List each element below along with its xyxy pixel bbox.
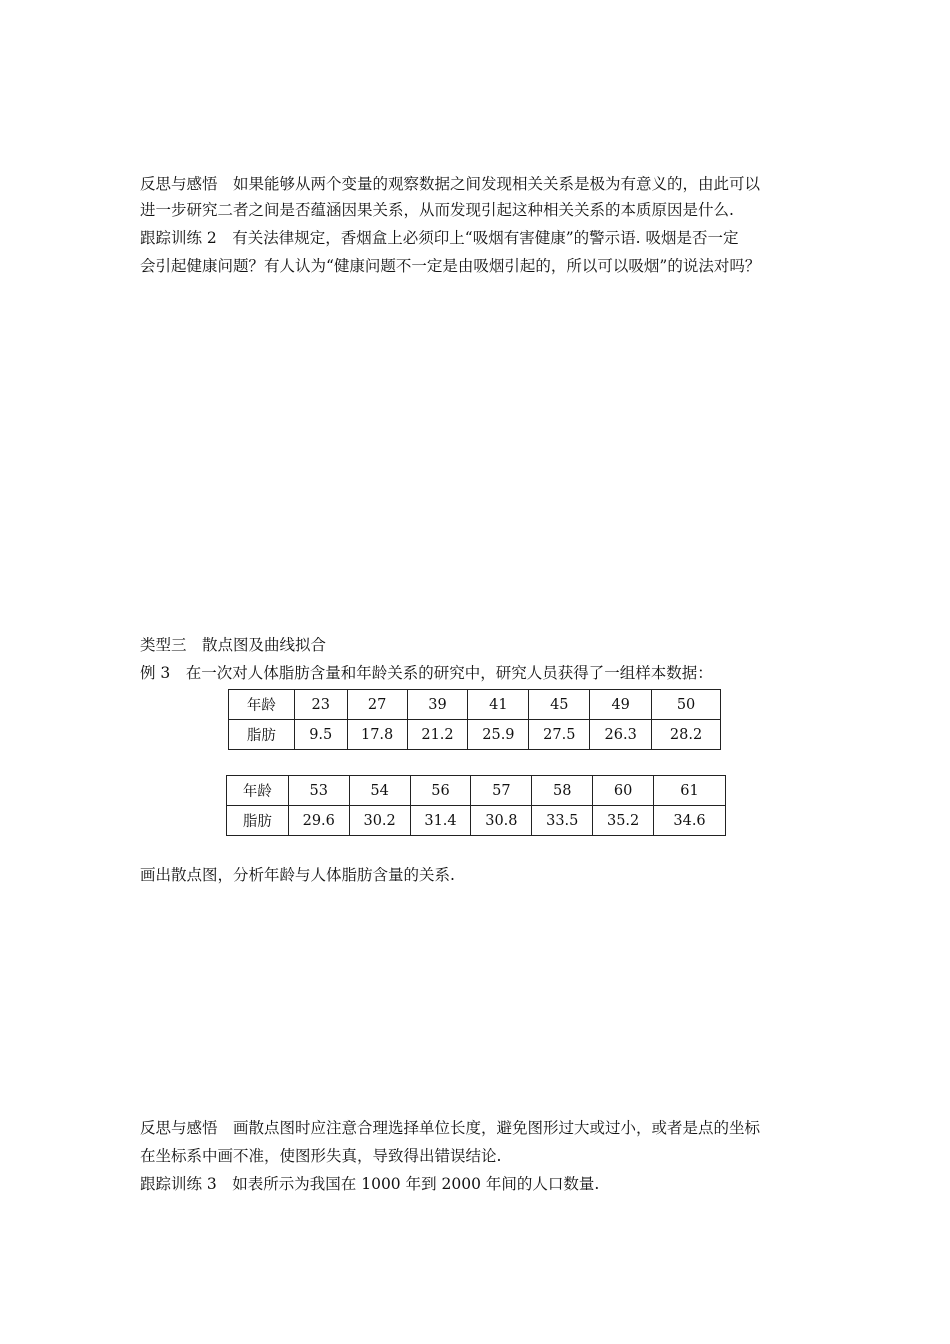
data-table-2 [226,775,726,836]
table-cell: 45 [529,690,590,720]
table-cell: 35.2 [593,806,654,836]
table-cell: 30.2 [349,806,410,836]
table-cell: 30.8 [471,806,532,836]
example-3-text: 例 3 在一次对人体脂肪含量和年龄关系的研究中，研究人员获得了一组样本数据： [140,664,713,682]
table-cell: 23 [294,690,347,720]
table-cell: 21.2 [407,720,468,750]
table-cell: 54 [349,776,410,806]
reflection-2-line-1: 反思与感悟 画散点图时应注意合理选择单位长度，避免图形过大或过小，或者是点的坐标 [140,1119,761,1137]
table-cell: 60 [593,776,654,806]
table-cell: 27.5 [529,720,590,750]
table-cell: 58 [532,776,593,806]
row-label-fat: 脂肪 [227,806,289,836]
reflection-1-line-1: 反思与感悟 如果能够从两个变量的观察数据之间发现相关关系是极为有意义的，由此可以 [140,175,761,193]
data-table-1 [228,689,721,750]
table-row-age [227,776,726,806]
reflection-2-line-2: 在坐标系中画不准，使图形失真，导致得出错误结论. [140,1147,502,1165]
table-cell: 31.4 [410,806,471,836]
table-cell: 25.9 [468,720,529,750]
table-row-age [229,690,721,720]
row-label-age: 年龄 [229,690,295,720]
row-label-fat: 脂肪 [229,720,295,750]
section-heading: 类型三 散点图及曲线拟合 [140,636,327,654]
table-cell: 33.5 [532,806,593,836]
table-cell: 26.3 [590,720,652,750]
table-cell: 39 [407,690,468,720]
exercise-2-line-1: 跟踪训练 2 有关法律规定，香烟盒上必须印上“吸烟有害健康”的警示语. 吸烟是否一定 [140,229,739,247]
table-cell: 27 [347,690,407,720]
table-cell: 9.5 [294,720,347,750]
table-cell: 17.8 [347,720,407,750]
table-cell: 56 [410,776,471,806]
table-row-fat [229,720,721,750]
exercise-2-line-2: 会引起健康问题？有人认为“健康问题不一定是由吸烟引起的，所以可以吸烟”的说法对吗？ [140,257,761,275]
exercise-3: 跟踪训练 3 如表所示为我国在 1000 年到 2000 年间的人口数量. [140,1175,600,1193]
table-cell: 53 [288,776,349,806]
reflection-1-line-2: 进一步研究二者之间是否蕴涵因果关系，从而发现引起这种相关关系的本质原因是什么. [140,201,734,219]
table-cell: 57 [471,776,532,806]
table-row-fat [227,806,726,836]
task-instruction: 画出散点图，分析年龄与人体脂肪含量的关系. [140,866,455,884]
table-cell: 29.6 [288,806,349,836]
table-cell: 28.2 [652,720,721,750]
table-cell: 49 [590,690,652,720]
table-cell: 34.6 [654,806,726,836]
table-cell: 50 [652,690,721,720]
row-label-age: 年龄 [227,776,289,806]
table-cell: 41 [468,690,529,720]
table-cell: 61 [654,776,726,806]
